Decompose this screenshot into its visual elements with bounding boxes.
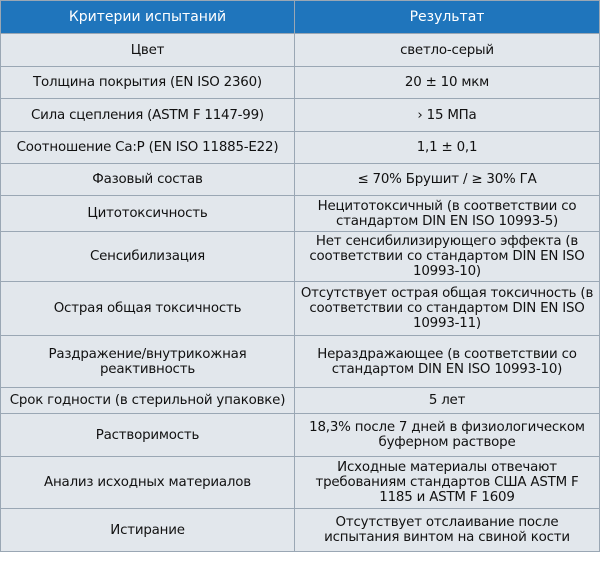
criterion-cell: Растворимость xyxy=(1,414,295,457)
criterion-cell: Цвет xyxy=(1,34,295,67)
header-criterion: Критерии испытаний xyxy=(1,1,295,34)
table-row xyxy=(1,336,600,388)
criterion-cell: Истирание xyxy=(1,509,295,552)
criterion-cell: Сенсибилизация xyxy=(1,232,295,282)
result-cell: 18,3% после 7 дней в физиологическом буферном растворе xyxy=(295,414,600,457)
criterion-cell: Фазовый состав xyxy=(1,164,295,196)
table-row xyxy=(1,164,600,196)
table-row xyxy=(1,388,600,414)
result-cell: Нет сенсибилизирующего эффекта (в соответствии со стандартом DIN EN ISO 10993-10) xyxy=(295,232,600,282)
criterion-cell: Сила сцепления (ASTM F 1147-99) xyxy=(1,99,295,132)
criterion-cell: Срок годности (в стерильной упаковке) xyxy=(1,388,295,414)
table-row xyxy=(1,232,600,282)
table-row xyxy=(1,34,600,67)
result-cell: Отсутствует острая общая токсичность (в соответствии со стандартом DIN EN ISO 10993-11) xyxy=(295,282,600,336)
table-row xyxy=(1,132,600,164)
table-row xyxy=(1,414,600,457)
result-cell: 5 лет xyxy=(295,388,600,414)
table-row xyxy=(1,99,600,132)
result-cell: Исходные материалы отвечают требованиям стандартов США ASTM F 1185 и ASTM F 1609 xyxy=(295,457,600,509)
result-cell: светло-серый xyxy=(295,34,600,67)
table-row xyxy=(1,457,600,509)
result-cell: Нераздражающее (в соответствии со стандартом DIN EN ISO 10993-10) xyxy=(295,336,600,388)
result-cell: Нецитотоксичный (в соответствии со стандартом DIN EN ISO 10993-5) xyxy=(295,196,600,232)
criterion-cell: Раздражение/внутрикожная реактивность xyxy=(1,336,295,388)
table-row xyxy=(1,282,600,336)
criterion-cell: Соотношение Са:Р (EN ISO 11885-E22) xyxy=(1,132,295,164)
result-cell: › 15 МПа xyxy=(295,99,600,132)
result-cell: Отсутствует отслаивание после испытания винтом на свиной кости xyxy=(295,509,600,552)
table-header-row xyxy=(1,1,600,34)
result-cell: ≤ 70% Брушит / ≥ 30% ГА xyxy=(295,164,600,196)
header-result: Результат xyxy=(295,1,600,34)
criterion-cell: Анализ исходных материалов xyxy=(1,457,295,509)
criterion-cell: Цитотоксичность xyxy=(1,196,295,232)
table-row xyxy=(1,196,600,232)
criterion-cell: Острая общая токсичность xyxy=(1,282,295,336)
table-row xyxy=(1,67,600,99)
result-cell: 20 ± 10 мкм xyxy=(295,67,600,99)
criterion-cell: Толщина покрытия (EN ISO 2360) xyxy=(1,67,295,99)
table-row xyxy=(1,509,600,552)
result-cell: 1,1 ± 0,1 xyxy=(295,132,600,164)
